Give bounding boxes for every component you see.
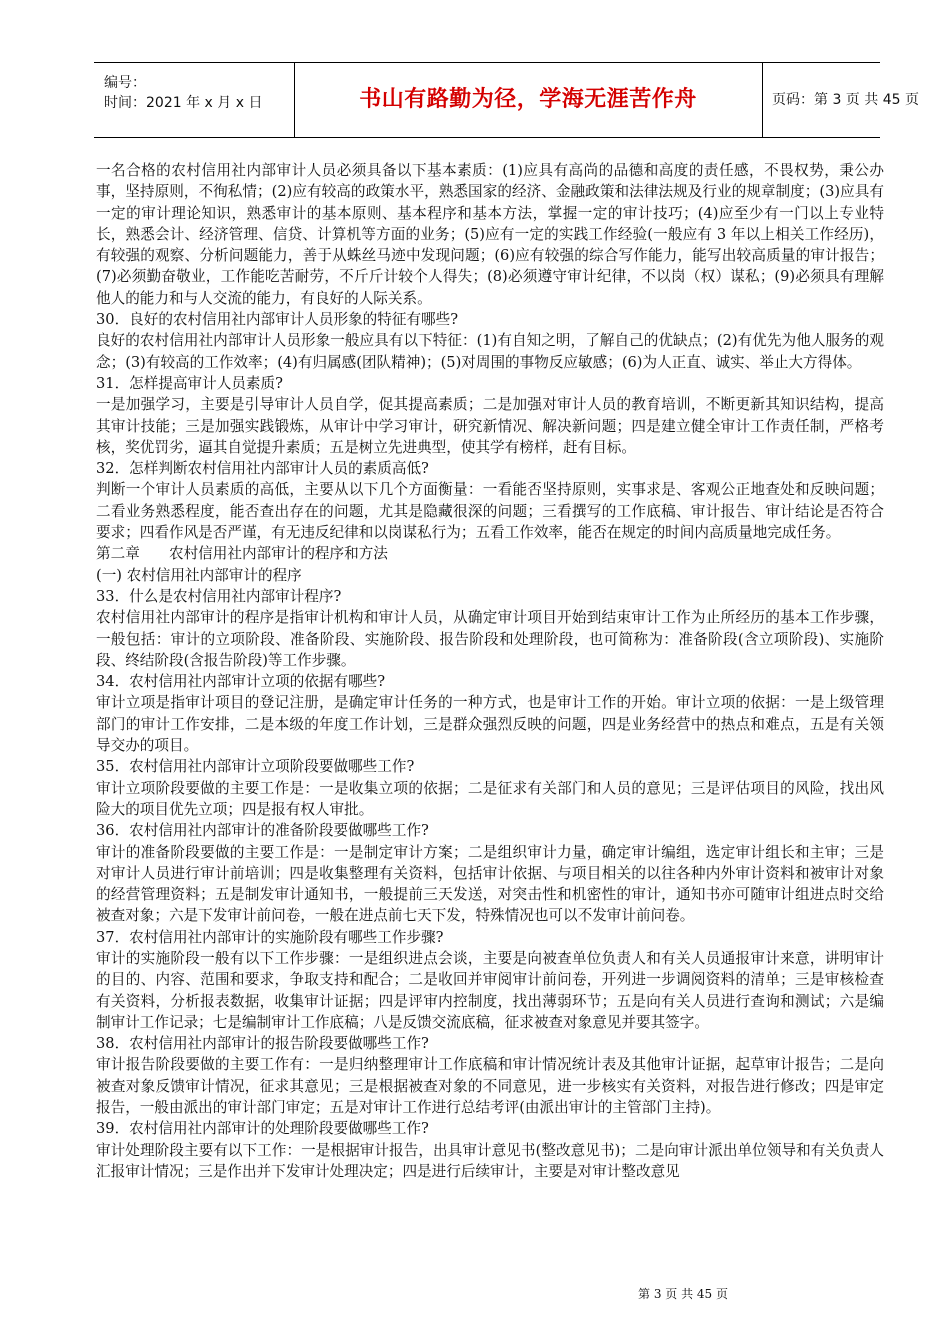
answer-34: 审计立项是指审计项目的登记注册，是确定审计任务的一种方式，也是审计工作的开始。审计立项的依据：一是上级管理部门的审计工作安排，二是本级的年度工作计划，三是群众强烈反映的问题，四是业务经营中的热点和难点，五是有关领导交办的项目。 [96,694,884,755]
question-37: 37．农村信用社内部审计的实施阶段有哪些工作步骤? [96,928,444,946]
paragraph-qualities: 一名合格的农村信用社内部审计人员必须具备以下基本素质：(1)应具有高尚的品德和高度的责任感，不畏权势，秉公办事，坚持原则，不徇私情；(2)应有较高的政策水平，熟悉国家的经济、金融政策和法律法规及行业的规章制度；(3)应具有一定的审计理论知识，熟悉审计的基本原则、基本程序和基本方法，掌握一定的审计技巧；(4)应至少有一门以上专业特长，熟悉会计、经济管理、信贷、计算机等方面的业务；(5)应有一定的实践工作经验(一般应有 3 年以上相关工作经历)，有较强的观察、分析问题能力，善于从蛛丝马迹中发现问题；(6)应有较强的综合写作能力，能写出较高质量的审计报告；(7)必须勤奋敬业，工作能吃苦耐劳，不斤斤计较个人得失；(8)必须遵守审计纪律，不以岗（权）谋私；(9)必须具有理解他人的能力和与人交流的能力，有良好的人际关系。 [96,162,884,307]
header-page-number: 页码：第 3 页 共 45 页 [772,92,919,108]
chapter-heading: 第二章 农村信用社内部审计的程序和方法 [96,545,388,563]
document-body [96,160,884,1182]
answer-31: 一是加强学习，主要是引导审计人员自学，促其提高素质；二是加强对审计人员的教育培训，不断更新其知识结构，提高其审计技能；三是加强实践锻炼，从审计中学习审计，研究新情况、解决新问题；四是建立健全审计工作责任制，严格考核，奖优罚劣，逼其自觉提升素质；五是树立先进典型，使其学有榜样，赶有目标。 [96,396,884,456]
header-motto: 书山有路勤为径，学海无涯苦作舟 [359,87,697,112]
answer-38: 审计报告阶段要做的主要工作有：一是归纳整理审计工作底稿和审计情况统计表及其他审计证据，起草审计报告；二是向被查对象反馈审计情况，征求其意见；三是根据被查对象的不同意见，进一步核实有关资料，对报告进行修改；四是审定报告，一般由派出的审计部门审定；五是对审计工作进行总结考评(由派出审计的主管部门主持)。 [96,1056,884,1117]
question-32: 32．怎样判断农村信用社内部审计人员的素质高低? [96,460,429,478]
question-33: 33．什么是农村信用社内部审计程序? [96,587,342,605]
answer-39: 审计处理阶段主要有以下工作：一是根据审计报告，出具审计意见书(整改意见书)；二是向审计派出单位领导和有关负责人汇报审计情况；三是作出并下发审计处理决定；四是进行后续审计，主要是对审计整改意见 [96,1141,884,1180]
answer-37: 审计的实施阶段一般有以下工作步骤：一是组织进点会谈，主要是向被查单位负责人和有关人员通报审计来意，讲明审计的目的、内容、范围和要求，争取支持和配合；二是收回并审阅审计前问卷，开列进一步调阅资料的清单；三是审核检查有关资料，分析报表数据，收集审计证据；四是评审内控制度，找出薄弱环节；五是向有关人员进行查询和测试；六是编制审计工作记录；七是编制审计工作底稿；八是反馈交流底稿，征求被查对象意见并要其签字。 [96,949,884,1031]
answer-35: 审计立项阶段要做的主要工作是：一是收集立项的依据；二是征求有关部门和人员的意见；三是评估项目的风险，找出风险大的项目优先立项；四是报有权人审批。 [96,779,884,818]
answer-32: 判断一个审计人员素质的高低，主要从以下几个方面衡量：一看能否坚持原则，实事求是、客观公正地查处和反映问题；二看业务熟悉程度，能否查出存在的问题，尤其是隐藏很深的问题；三看撰写的工作底稿、审计报告、审计结论是否符合要求；四看作风是否严谨，有无违反纪律和以岗谋私行为；五看工作效率，能否在规定的时间内高质量地完成任务。 [96,481,884,542]
document-time-label: 时间：2021 年 x 月 x 日 [104,95,263,111]
header-meta-cell [94,63,295,137]
header-motto-cell [294,63,763,137]
question-30: 30．良好的农村信用社内部审计人员形象的特征有哪些? [96,311,459,329]
header-page-cell [762,63,919,137]
page-header [94,62,919,138]
answer-36: 审计的准备阶段要做的主要工作是：一是制定审计方案；二是组织审计力量，确定审计编组，选定审计组长和主审；三是对审计人员进行审计前培训；四是收集整理有关资料，包括审计依据、与项目相关的以往各种内外审计资料和被审计对象的经营管理资料；五是制发审计通知书，一般提前三天发送，对突击性和机密性的审计，通知书亦可随审计组进点时交给被查对象；六是下发审计前问卷，一般在进点前七天下发，特殊情况也可以不发审计前问卷。 [96,843,884,925]
question-39: 39．农村信用社内部审计的处理阶段要做哪些工作? [96,1120,429,1138]
question-35: 35．农村信用社内部审计立项阶段要做哪些工作? [96,758,415,776]
question-31: 31．怎样提高审计人员素质? [96,374,283,392]
section-heading: (一) 农村信用社内部审计的程序 [96,566,302,584]
answer-33: 农村信用社内部审计的程序是指审计机构和审计人员，从确定审计项目开始到结束审计工作为止所经历的基本工作步骤，一般包括：审计的立项阶段、准备阶段、实施阶段、报告阶段和处理阶段，也可简称为：准备阶段(含立项阶段)、实施阶段、终结阶段(含报告阶段)等工作步骤。 [96,609,884,669]
question-38: 38．农村信用社内部审计的报告阶段要做哪些工作? [96,1035,429,1053]
document-number-label: 编号： [104,75,146,91]
answer-30: 良好的农村信用社内部审计人员形象一般应具有以下特征：(1)有自知之明，了解自己的优缺点；(2)有优先为他人服务的观念；(3)有较高的工作效率；(4)有归属感(团队精神)；(5)对周围的事物反应敏感；(6)为人正直、诚实、举止大方得体。 [96,332,884,371]
question-34: 34．农村信用社内部审计立项的依据有哪些? [96,673,386,691]
page-footer: 第 3 页 共 45 页 [638,1287,728,1301]
question-36: 36．农村信用社内部审计的准备阶段要做哪些工作? [96,822,429,840]
